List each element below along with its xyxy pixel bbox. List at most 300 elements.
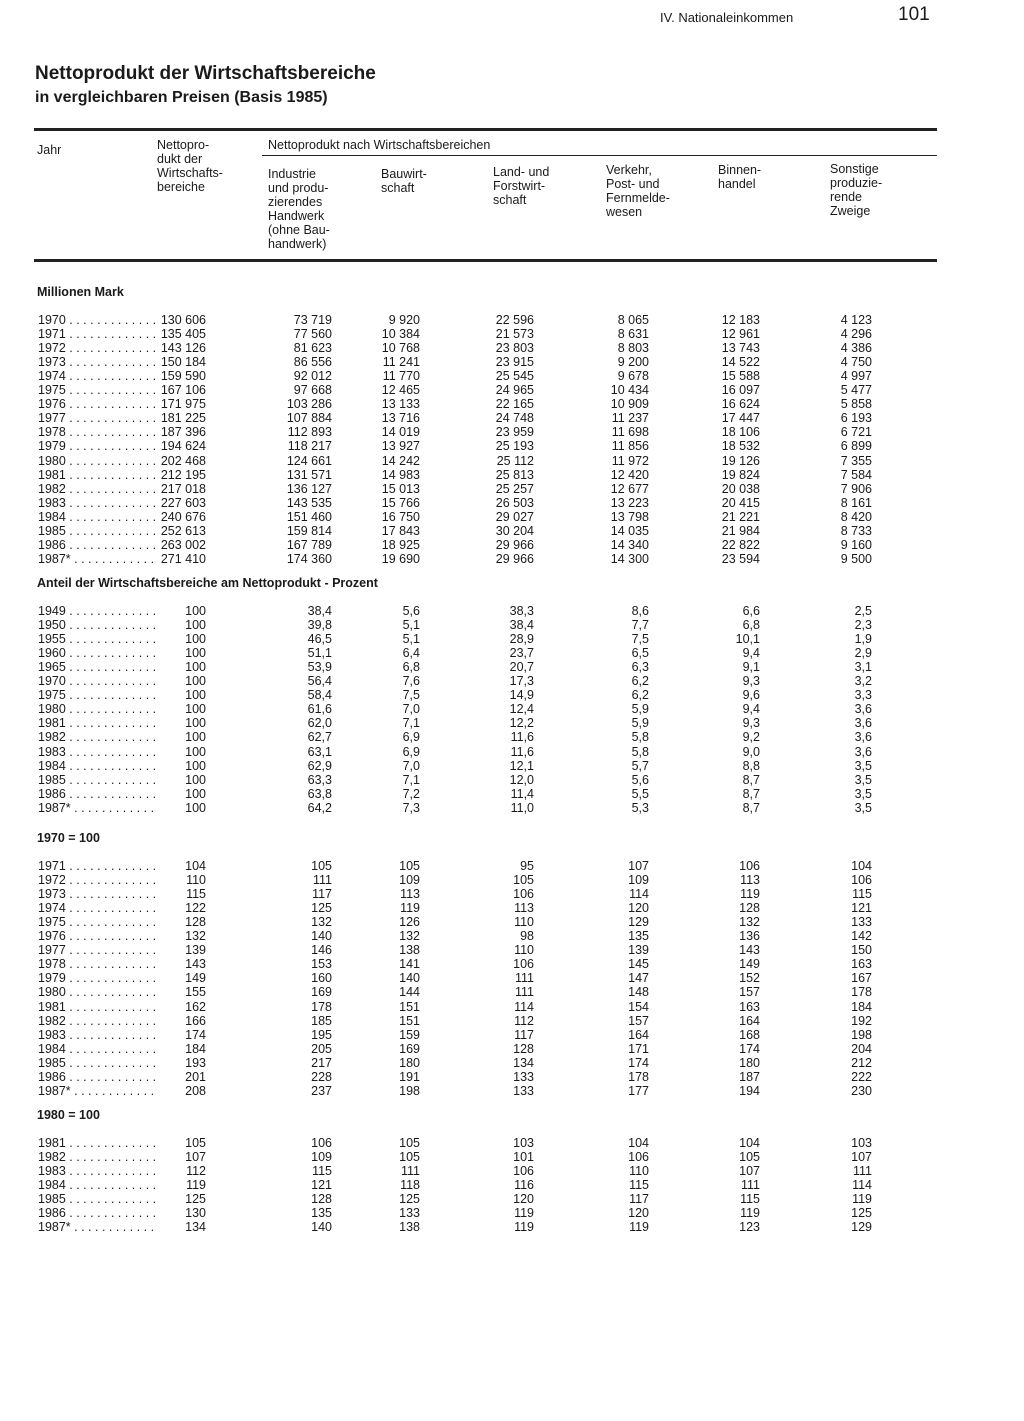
value-cell-total: 115 (186, 887, 206, 902)
value-cell-binnen: 16 624 (721, 397, 760, 412)
table-row (0, 646, 1024, 660)
value-cell-land: 24 748 (495, 411, 534, 426)
value-cell-binnen: 149 (739, 957, 760, 972)
year-cell: 1978 . . . (38, 957, 158, 971)
table-row (0, 618, 1024, 632)
col-header-line: Post- und (606, 177, 660, 191)
value-cell-total: 112 (186, 1164, 206, 1179)
value-cell-sonstige: 6 721 (840, 425, 872, 440)
value-cell-bau: 133 (399, 1206, 420, 1221)
table-row (0, 1136, 1024, 1150)
page-number: 101 (898, 4, 930, 25)
value-cell-verkehr: 9 200 (617, 355, 649, 370)
table-row (0, 985, 1024, 999)
value-cell-bau: 16 750 (381, 509, 420, 524)
value-cell-sonstige: 7 906 (840, 481, 872, 496)
value-cell-verkehr: 109 (628, 873, 649, 888)
value-cell-binnen: 12 961 (721, 327, 760, 342)
value-cell-sonstige: 125 (851, 1206, 872, 1221)
value-cell-binnen: 20 038 (721, 481, 760, 496)
value-cell-land: 128 (513, 1041, 534, 1056)
value-cell-verkehr: 14 300 (610, 551, 649, 566)
value-cell-sonstige: 3,5 (854, 772, 872, 787)
value-cell-verkehr: 8 803 (617, 341, 649, 356)
value-cell-bau: 13 716 (381, 411, 420, 426)
year-cell: 1982 . . . (38, 1150, 158, 1164)
value-cell-verkehr: 107 (628, 859, 649, 873)
value-cell-land: 11,0 (510, 800, 534, 815)
value-cell-sonstige: 222 (851, 1069, 872, 1084)
value-cell-land: 25 112 (496, 453, 534, 468)
value-cell-sonstige: 9 500 (840, 551, 872, 566)
table-row (0, 425, 1024, 439)
table-row (0, 604, 1024, 618)
value-cell-industrie: 131 571 (286, 467, 332, 482)
value-cell-industrie: 160 (311, 971, 332, 986)
value-cell-industrie: 62,7 (307, 730, 332, 745)
value-cell-land: 21 573 (495, 327, 534, 342)
value-cell-industrie: 124 661 (286, 453, 332, 468)
value-cell-binnen: 8,8 (742, 758, 760, 773)
value-cell-industrie: 169 (311, 985, 332, 1000)
value-cell-total: 252 613 (160, 523, 206, 538)
value-cell-total: 100 (185, 674, 206, 689)
value-cell-binnen: 119 (740, 887, 760, 902)
col-header-line: produzie- (830, 176, 883, 190)
value-cell-binnen: 107 (739, 1164, 760, 1179)
value-cell-bau: 141 (399, 957, 420, 972)
value-cell-verkehr: 154 (628, 999, 649, 1014)
col-header-line: Binnen- (718, 163, 762, 177)
value-cell-bau: 7,2 (402, 786, 420, 801)
value-cell-sonstige: 2,5 (854, 604, 872, 618)
table-row (0, 887, 1024, 901)
value-cell-binnen: 19 824 (721, 467, 760, 482)
value-cell-total: 143 (185, 957, 206, 972)
value-cell-bau: 7,0 (402, 702, 420, 717)
value-cell-total: 166 (185, 1013, 206, 1028)
value-cell-land: 111 (514, 971, 534, 986)
value-cell-land: 113 (514, 901, 534, 916)
value-cell-bau: 19 690 (381, 551, 420, 566)
value-cell-sonstige: 192 (851, 1013, 872, 1028)
year-cell: 1974 . . . (38, 369, 158, 383)
value-cell-sonstige: 2,3 (854, 618, 872, 633)
value-cell-total: 181 225 (160, 411, 206, 426)
year-cell: 1970 . . . (38, 674, 158, 688)
year-cell: 1986 . . . (38, 787, 158, 801)
value-cell-total: 100 (185, 730, 206, 745)
value-cell-sonstige: 8 420 (840, 509, 872, 524)
year-cell: 1983 . . . (38, 1164, 158, 1178)
col-header-line: dukt der (157, 152, 203, 166)
value-cell-bau: 11 241 (382, 355, 420, 370)
table-row (0, 510, 1024, 524)
value-cell-land: 133 (513, 1069, 534, 1084)
value-cell-bau: 138 (399, 943, 420, 958)
year-cell: 1973 . . . (38, 887, 158, 901)
value-cell-verkehr: 171 (628, 1041, 649, 1056)
value-cell-industrie: 97 668 (293, 383, 332, 398)
col-header-line: Sonstige (830, 162, 879, 176)
col-header-line: Zweige (830, 204, 871, 218)
table-row (0, 1000, 1024, 1014)
value-cell-industrie: 135 (311, 1206, 332, 1221)
table-row (0, 730, 1024, 744)
col-header-line: zierendes (268, 195, 323, 209)
year-cell: 1982 . . . (38, 482, 158, 496)
value-cell-industrie: 86 556 (293, 355, 332, 370)
value-cell-sonstige: 167 (851, 971, 872, 986)
year-cell: 1987* . . . (38, 1084, 158, 1098)
year-cell: 1985 . . . (38, 1192, 158, 1206)
value-cell-land: 22 596 (495, 313, 534, 327)
year-cell: 1983 . . . (38, 745, 158, 759)
value-cell-land: 95 (520, 859, 534, 873)
value-cell-land: 17,3 (509, 674, 534, 689)
table-row (0, 787, 1024, 801)
value-cell-land: 23 915 (495, 355, 534, 370)
value-cell-total: 122 (185, 901, 206, 916)
value-cell-binnen: 9,4 (742, 702, 760, 717)
value-cell-verkehr: 8 065 (617, 313, 649, 327)
value-cell-bau: 198 (399, 1083, 420, 1098)
value-cell-total: 132 (185, 929, 206, 944)
value-cell-verkehr: 119 (629, 1220, 649, 1235)
value-cell-sonstige: 230 (851, 1083, 872, 1098)
value-cell-verkehr: 12 677 (610, 481, 649, 496)
table-row (0, 801, 1024, 815)
value-cell-industrie: 228 (311, 1069, 332, 1084)
value-cell-total: 159 590 (160, 369, 206, 384)
value-cell-total: 130 606 (160, 313, 206, 327)
value-cell-bau: 7,1 (402, 772, 420, 787)
value-cell-verkehr: 8,6 (631, 604, 649, 618)
value-cell-bau: 15 766 (381, 495, 420, 510)
value-cell-verkehr: 11 856 (611, 439, 649, 454)
table-row (0, 745, 1024, 759)
value-cell-sonstige: 1,9 (854, 632, 872, 647)
value-cell-industrie: 151 460 (286, 509, 332, 524)
col-header-sonstige (830, 162, 882, 218)
year-cell: 1977 . . . (38, 943, 158, 957)
year-cell: 1981 . . . (38, 716, 158, 730)
value-cell-total: 128 (185, 915, 206, 930)
value-cell-total: 100 (185, 618, 206, 633)
table-row (0, 538, 1024, 552)
value-cell-binnen: 111 (740, 1178, 760, 1193)
value-cell-sonstige: 6 899 (840, 439, 872, 454)
value-cell-bau: 14 242 (381, 453, 420, 468)
value-cell-land: 12,2 (509, 716, 534, 731)
value-cell-verkehr: 5,8 (631, 730, 649, 745)
value-cell-bau: 15 013 (381, 481, 420, 496)
value-cell-binnen: 115 (740, 1192, 760, 1207)
value-cell-sonstige: 133 (851, 915, 872, 930)
value-cell-land: 25 193 (495, 439, 534, 454)
table-row (0, 1014, 1024, 1028)
value-cell-total: 100 (185, 632, 206, 647)
col-header-total (157, 138, 223, 194)
table-row (0, 439, 1024, 453)
value-cell-sonstige: 163 (851, 957, 872, 972)
running-head: IV. Nationaleinkommen (660, 10, 794, 25)
value-cell-binnen: 8,7 (742, 772, 760, 787)
value-cell-industrie: 111 (312, 873, 332, 888)
value-cell-sonstige: 9 160 (840, 537, 872, 552)
year-cell: 1979 . . . (38, 439, 158, 453)
value-cell-verkehr: 9 678 (617, 369, 649, 384)
value-cell-verkehr: 145 (628, 957, 649, 972)
value-cell-land: 22 165 (495, 397, 534, 412)
value-cell-industrie: 92 012 (293, 369, 332, 384)
year-cell: 1955 . . . (38, 632, 158, 646)
value-cell-sonstige: 3,6 (854, 716, 872, 731)
value-cell-sonstige: 4 997 (840, 369, 872, 384)
value-cell-sonstige: 6 193 (840, 411, 872, 426)
value-cell-verkehr: 110 (629, 1164, 649, 1179)
year-cell: 1982 . . . (38, 730, 158, 744)
value-cell-land: 106 (513, 887, 534, 902)
value-cell-binnen: 123 (739, 1220, 760, 1235)
value-cell-industrie: 63,8 (307, 786, 332, 801)
value-cell-land: 14,9 (509, 688, 534, 703)
value-cell-sonstige: 119 (852, 1192, 872, 1207)
value-cell-binnen: 187 (739, 1069, 760, 1084)
value-cell-verkehr: 174 (628, 1055, 649, 1070)
value-cell-verkehr: 117 (629, 1192, 649, 1207)
value-cell-industrie: 121 (311, 1178, 332, 1193)
value-cell-binnen: 19 126 (721, 453, 760, 468)
col-header-line: Forstwirt- (493, 179, 546, 193)
value-cell-land: 24 965 (495, 383, 534, 398)
col-header-group: Nettoprodukt nach Wirtschaftsbereichen (268, 138, 491, 152)
value-cell-binnen: 12 183 (721, 313, 760, 327)
year-cell: 1985 . . . (38, 773, 158, 787)
value-cell-verkehr: 12 420 (610, 467, 649, 482)
value-cell-verkehr: 177 (628, 1083, 649, 1098)
value-cell-land: 11,6 (510, 730, 534, 745)
value-cell-total: 227 603 (160, 495, 206, 510)
value-cell-sonstige: 150 (851, 943, 872, 958)
value-cell-total: 208 (185, 1083, 206, 1098)
table-row (0, 943, 1024, 957)
col-header-line: schaft (381, 181, 415, 195)
value-cell-total: 202 468 (160, 453, 206, 468)
value-cell-bau: 119 (400, 901, 420, 916)
value-cell-bau: 5,6 (402, 604, 420, 618)
value-cell-land: 111 (514, 985, 534, 1000)
table-row (0, 327, 1024, 341)
value-cell-sonstige: 204 (851, 1041, 872, 1056)
value-cell-bau: 118 (400, 1178, 420, 1193)
year-cell: 1971 . . . (38, 859, 158, 873)
value-cell-total: 125 (185, 1192, 206, 1207)
value-cell-industrie: 132 (311, 915, 332, 930)
value-cell-total: 184 (185, 1041, 206, 1056)
value-cell-industrie: 63,1 (307, 744, 332, 759)
value-cell-land: 119 (514, 1220, 534, 1235)
value-cell-sonstige: 3,6 (854, 730, 872, 745)
col-header-land (493, 165, 549, 207)
value-cell-land: 30 204 (495, 523, 534, 538)
value-cell-total: 174 (185, 1027, 206, 1042)
col-header-line: Industrie (268, 167, 316, 181)
col-header-line: Handwerk (268, 209, 325, 223)
value-cell-binnen: 136 (739, 929, 760, 944)
table-row (0, 1220, 1024, 1234)
value-cell-sonstige: 198 (851, 1027, 872, 1042)
value-cell-industrie: 64,2 (307, 800, 332, 815)
table-row (0, 929, 1024, 943)
value-cell-verkehr: 106 (628, 1150, 649, 1165)
value-cell-binnen: 16 097 (721, 383, 760, 398)
col-header-line: wesen (606, 205, 643, 219)
year-cell: 1980 . . . (38, 985, 158, 999)
value-cell-industrie: 38,4 (307, 604, 332, 618)
value-cell-land: 106 (513, 1164, 534, 1179)
value-cell-binnen: 8,7 (742, 800, 760, 815)
col-header-line: rende (830, 190, 862, 204)
group-rule (262, 155, 937, 156)
value-cell-sonstige: 3,2 (854, 674, 872, 689)
table-row (0, 1028, 1024, 1042)
year-cell: 1985 . . . (38, 1056, 158, 1070)
value-cell-verkehr: 178 (628, 1069, 649, 1084)
year-cell: 1987* . . . (38, 801, 158, 815)
value-cell-total: 171 975 (160, 397, 206, 412)
table-row (0, 355, 1024, 369)
value-cell-sonstige: 7 584 (840, 467, 872, 482)
value-cell-industrie: 112 893 (287, 425, 332, 440)
value-cell-total: 194 624 (160, 439, 206, 454)
value-cell-sonstige: 3,3 (854, 688, 872, 703)
value-cell-industrie: 106 (311, 1136, 332, 1150)
value-cell-binnen: 9,6 (742, 688, 760, 703)
value-cell-sonstige: 7 355 (840, 453, 872, 468)
col-header-line: handwerk) (268, 237, 327, 251)
value-cell-total: 100 (185, 744, 206, 759)
value-cell-verkehr: 5,9 (631, 716, 649, 731)
value-cell-industrie: 58,4 (307, 688, 332, 703)
year-cell: 1982 . . . (38, 1014, 158, 1028)
value-cell-bau: 18 925 (381, 537, 420, 552)
value-cell-total: 119 (186, 1178, 206, 1193)
value-cell-land: 117 (514, 1027, 534, 1042)
value-cell-sonstige: 142 (851, 929, 872, 944)
value-cell-bau: 7,3 (402, 800, 420, 815)
page-subtitle: in vergleichbaren Preisen (Basis 1985) (35, 89, 328, 106)
year-cell: 1975 . . . (38, 383, 158, 397)
value-cell-industrie: 107 884 (286, 411, 332, 426)
value-cell-total: 240 676 (160, 509, 206, 524)
value-cell-total: 150 184 (160, 355, 206, 370)
table-row (0, 688, 1024, 702)
value-cell-binnen: 9,3 (742, 674, 760, 689)
value-cell-land: 11,6 (510, 744, 534, 759)
value-cell-total: 139 (185, 943, 206, 958)
value-cell-industrie: 143 535 (286, 495, 332, 510)
value-cell-verkehr: 139 (628, 943, 649, 958)
year-cell: 1960 . . . (38, 646, 158, 660)
value-cell-industrie: 62,9 (307, 758, 332, 773)
value-cell-land: 25 813 (495, 467, 534, 482)
value-cell-verkehr: 6,3 (631, 660, 649, 675)
year-cell: 1980 . . . (38, 454, 158, 468)
value-cell-industrie: 174 360 (286, 551, 332, 566)
table-row (0, 759, 1024, 773)
value-cell-binnen: 132 (739, 915, 760, 930)
value-cell-verkehr: 5,5 (631, 786, 649, 801)
value-cell-total: 100 (185, 702, 206, 717)
col-header-bau (381, 167, 427, 195)
table-row (0, 773, 1024, 787)
value-cell-verkehr: 13 223 (610, 495, 649, 510)
year-cell: 1972 . . . (38, 873, 158, 887)
table-row (0, 702, 1024, 716)
col-header-line: handel (718, 177, 756, 191)
value-cell-land: 23,7 (509, 646, 534, 661)
value-cell-total: 217 018 (160, 481, 206, 496)
value-cell-bau: 5,1 (402, 618, 420, 633)
year-cell: 1973 . . . (38, 355, 158, 369)
value-cell-total: 100 (185, 604, 206, 618)
value-cell-industrie: 140 (311, 1220, 332, 1235)
value-cell-land: 28,9 (509, 632, 534, 647)
value-cell-binnen: 13 743 (721, 341, 760, 356)
value-cell-verkehr: 5,7 (631, 758, 649, 773)
table-row (0, 859, 1024, 873)
value-cell-verkehr: 120 (628, 901, 649, 916)
value-cell-bau: 132 (399, 929, 420, 944)
value-cell-verkehr: 8 631 (617, 327, 649, 342)
col-header-line: Land- und (493, 165, 550, 179)
value-cell-total: 134 (185, 1220, 206, 1235)
year-cell: 1976 . . . (38, 397, 158, 411)
table-row (0, 1070, 1024, 1084)
table-row (0, 971, 1024, 985)
value-cell-total: 100 (185, 716, 206, 731)
value-cell-verkehr: 157 (628, 1013, 649, 1028)
value-cell-total: 100 (185, 660, 206, 675)
table-row (0, 1150, 1024, 1164)
year-cell: 1971 . . . (38, 327, 158, 341)
value-cell-bau: 144 (399, 985, 420, 1000)
table-row (0, 369, 1024, 383)
value-cell-binnen: 23 594 (721, 551, 760, 566)
value-cell-verkehr: 6,2 (631, 674, 649, 689)
value-cell-industrie: 237 (311, 1083, 332, 1098)
value-cell-industrie: 63,3 (307, 772, 332, 787)
year-cell: 1981 . . . (38, 1000, 158, 1014)
year-cell: 1984 . . . (38, 1178, 158, 1192)
value-cell-verkehr: 7,7 (631, 618, 649, 633)
value-cell-industrie: 159 814 (286, 523, 332, 538)
col-header-industrie (268, 167, 330, 251)
year-cell: 1986 . . . (38, 538, 158, 552)
value-cell-verkehr: 6,2 (631, 688, 649, 703)
value-cell-sonstige: 5 858 (840, 397, 872, 412)
top-rule (34, 128, 937, 131)
value-cell-industrie: 51,1 (307, 646, 332, 661)
year-cell: 1965 . . . (38, 660, 158, 674)
col-header-verkehr (606, 163, 670, 219)
year-cell: 1970 . . . (38, 313, 158, 327)
value-cell-bau: 105 (399, 859, 420, 873)
value-cell-binnen: 21 221 (721, 509, 760, 524)
table-row (0, 482, 1024, 496)
value-cell-binnen: 8,7 (742, 786, 760, 801)
